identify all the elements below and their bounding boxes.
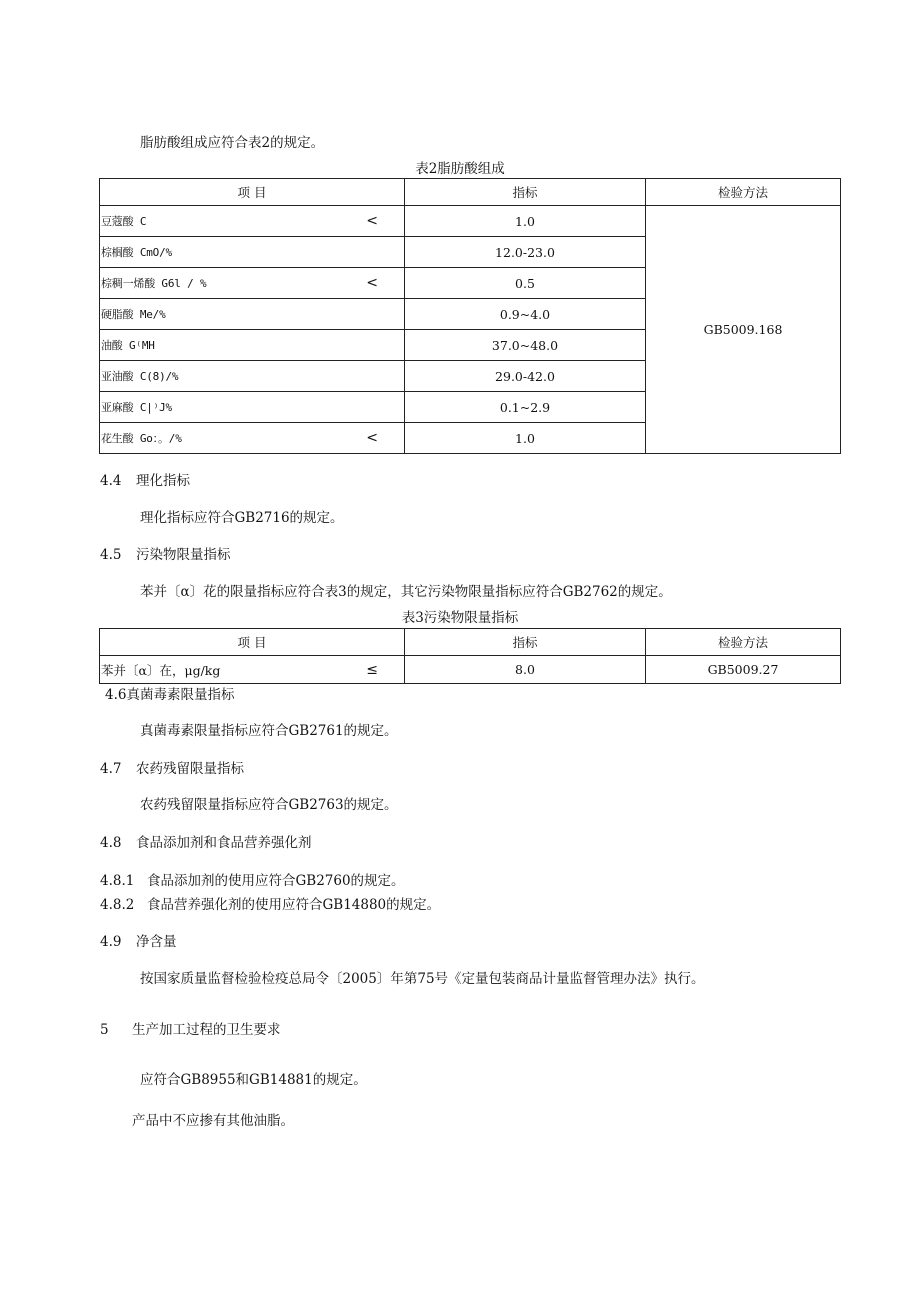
section-4-8-2-body: 食品营养强化剂的使用应符合GB14880的规定。 — [147, 897, 441, 913]
table2-method: GB5009.168 — [646, 206, 841, 454]
table3-header-item: 项 目 — [100, 629, 405, 656]
section-4-9-body: 按国家质量监督检验检疫总局令〔2005〕年第75号《定量包装商品计量监督管理办法》执行。 — [140, 971, 705, 987]
comparison-operator: < — [366, 213, 378, 229]
fatty-acid-name: 亚油酸 C(8)/% — [101, 370, 179, 383]
section-4-4-title: 理化指标 — [136, 473, 190, 489]
table2-header-row — [100, 179, 841, 206]
contaminant-value: 8.0 — [405, 656, 646, 684]
section-4-5-body: 苯并〔α〕花的限量指标应符合表3的规定，其它污染物限量指标应符合GB2762的规定。 — [140, 584, 672, 600]
section-4-8-title: 食品添加剂和食品营养强化剂 — [136, 835, 312, 851]
fatty-acid-value: 0.9~4.0 — [405, 299, 646, 330]
table-row — [100, 656, 841, 684]
table-row — [100, 206, 841, 237]
section-4-5-title: 污染物限量指标 — [136, 547, 231, 563]
section-4-5-number: 4.5 — [100, 547, 122, 563]
comparison-operator: ≤ — [366, 661, 378, 678]
comparison-operator: < — [366, 275, 378, 291]
section-5-body-1: 应符合GB8955和GB14881的规定。 — [140, 1072, 367, 1088]
fatty-acid-value: 37.0~48.0 — [405, 330, 646, 361]
section-4-7-title: 农药残留限量指标 — [136, 761, 244, 777]
fatty-acid-value: 0.1~2.9 — [405, 392, 646, 423]
section-4-4-number: 4.4 — [100, 473, 122, 489]
fatty-acid-table — [99, 178, 841, 454]
section-4-8-1-body: 食品添加剂的使用应符合GB2760的规定。 — [147, 873, 405, 889]
fatty-acid-value: 1.0 — [405, 423, 646, 454]
fatty-acid-intro: 脂肪酸组成应符合表2的规定。 — [140, 135, 325, 151]
section-4-6-body: 真菌毒素限量指标应符合GB2761的规定。 — [140, 723, 398, 739]
fatty-acid-name: 棕榈酸 CmO/% — [101, 246, 172, 259]
fatty-acid-name: 油酸 G⁽MH — [101, 339, 155, 352]
section-4-8-number: 4.8 — [100, 835, 122, 851]
section-4-7-body: 农药残留限量指标应符合GB2763的规定。 — [140, 797, 398, 813]
section-4-8-2-number: 4.8.2 — [100, 897, 135, 913]
comparison-operator: < — [366, 430, 378, 446]
section-4-9-number: 4.9 — [100, 934, 122, 950]
section-4-9-title: 净含量 — [136, 934, 177, 950]
table3-caption: 表3污染物限量指标 — [401, 610, 519, 626]
section-4-4-body: 理化指标应符合GB2716的规定。 — [140, 510, 344, 526]
fatty-acid-value: 12.0-23.0 — [405, 237, 646, 268]
table3-header-index: 指标 — [405, 629, 646, 656]
fatty-acid-name: 硬脂酸 Me/% — [101, 308, 166, 321]
table3-header-method: 检验方法 — [646, 629, 841, 656]
table2-header-index: 指标 — [405, 179, 646, 206]
contaminant-name: 苯并〔α〕在，μg/kg — [101, 662, 221, 678]
section-4-6-heading: 4.6真菌毒素限量指标 — [105, 687, 235, 703]
fatty-acid-name: 豆蔻酸 C — [101, 215, 147, 228]
fatty-acid-name: 棕稠一烯酸 G6l / % — [101, 277, 207, 290]
table2-header-item: 项 目 — [100, 179, 405, 206]
table2-header-method: 检验方法 — [646, 179, 841, 206]
fatty-acid-name: 花生酸 Go：。/% — [101, 432, 182, 445]
table2-caption: 表2脂肪酸组成 — [415, 161, 505, 177]
section-4-7-number: 4.7 — [100, 761, 122, 777]
contaminant-table — [99, 628, 841, 684]
fatty-acid-value: 0.5 — [405, 268, 646, 299]
section-5-number: 5 — [100, 1022, 109, 1038]
fatty-acid-value: 29.0-42.0 — [405, 361, 646, 392]
table3-header-row — [100, 629, 841, 656]
fatty-acid-value: 1.0 — [405, 206, 646, 237]
section-5-body-2: 产品中不应掺有其他油脂。 — [132, 1113, 294, 1129]
fatty-acid-name: 亚麻酸 C|⁾J% — [101, 401, 172, 414]
contaminant-method: GB5009.27 — [646, 656, 841, 684]
section-5-title: 生产加工过程的卫生要求 — [132, 1022, 281, 1038]
section-4-8-1-number: 4.8.1 — [100, 873, 135, 889]
